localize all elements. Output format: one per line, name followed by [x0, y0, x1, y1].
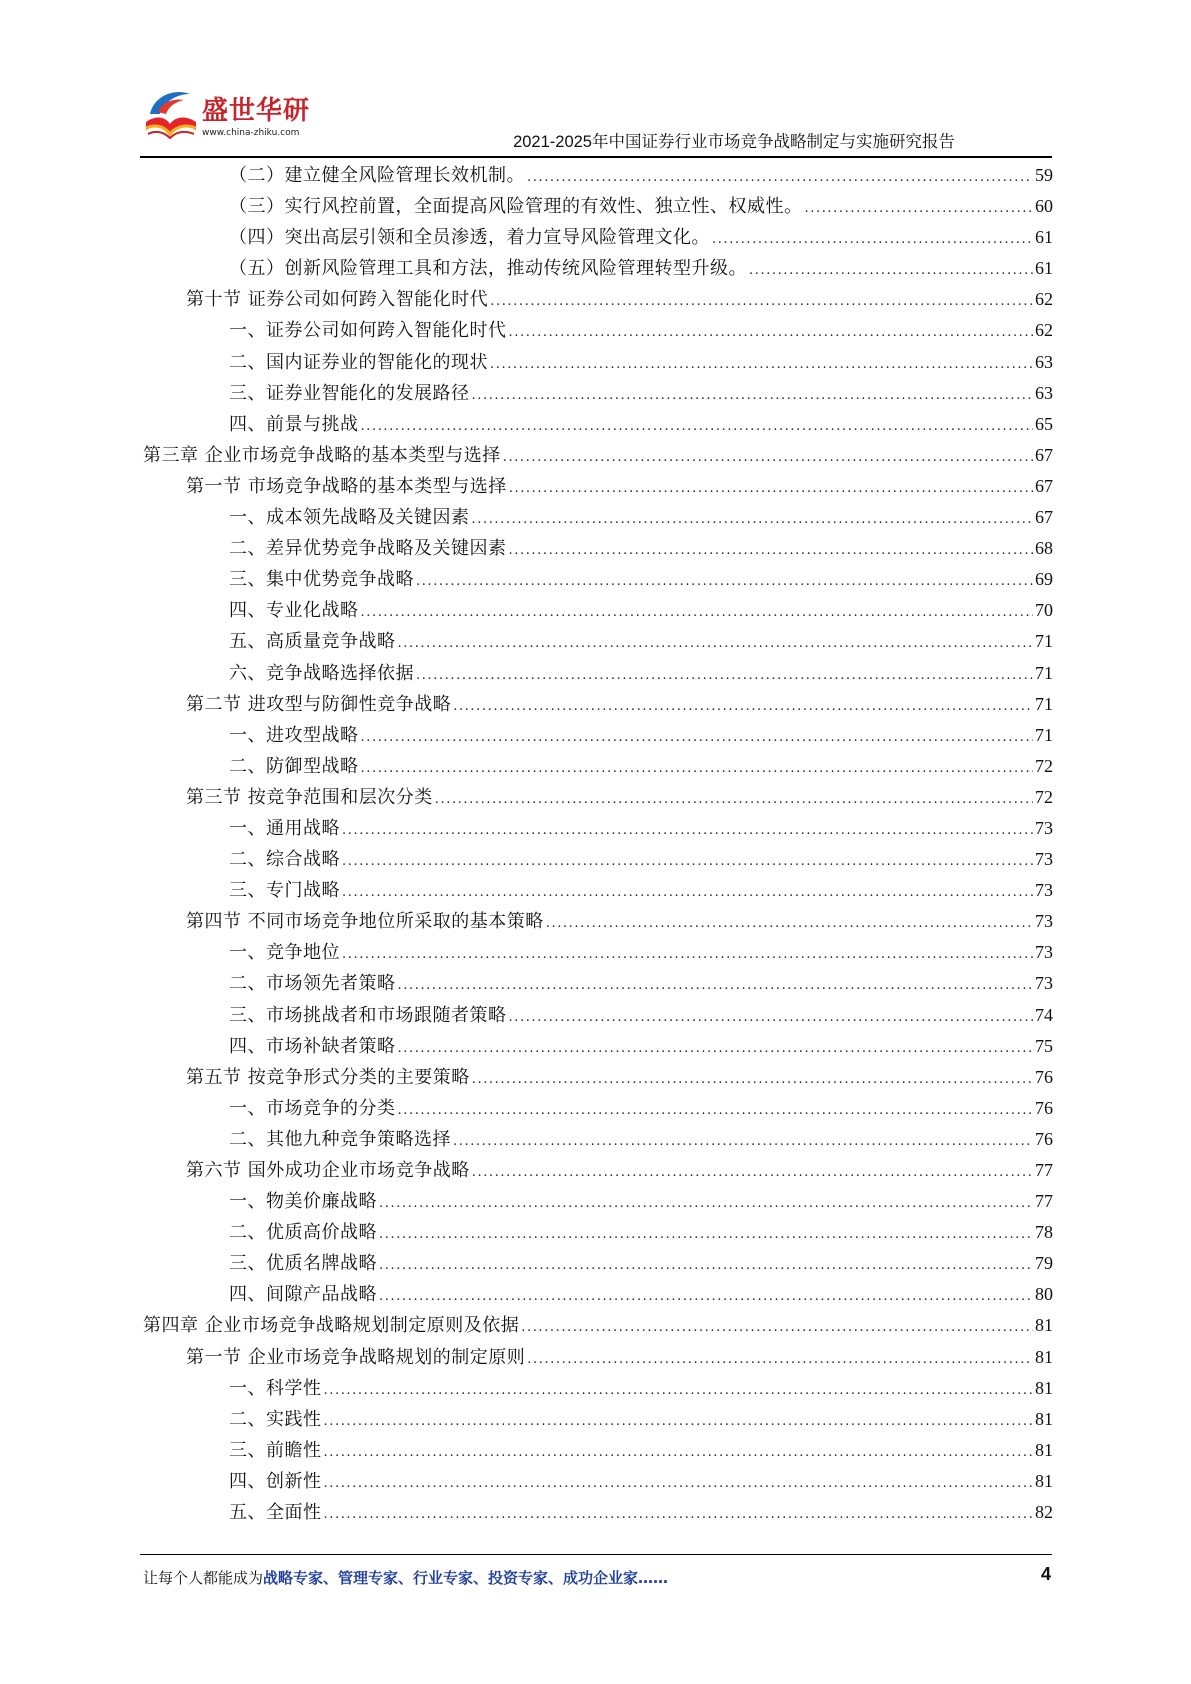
toc-entry[interactable] — [143, 502, 1053, 533]
toc-leader-dots — [361, 411, 1034, 442]
toc-leader-dots — [324, 1437, 1034, 1468]
toc-entry-page: 72 — [1035, 786, 1053, 807]
toc-entry-page: 76 — [1035, 1066, 1053, 1087]
toc-leader-dots — [472, 380, 1034, 411]
toc-entry-page: 67 — [1035, 507, 1053, 528]
toc-leader-dots — [749, 255, 1033, 286]
toc-entry[interactable] — [143, 160, 1053, 191]
toc-entry[interactable] — [143, 440, 1053, 471]
toc-entry-title: 六、竞争战略选择依据 — [229, 662, 414, 684]
toc-entry-page: 71 — [1035, 631, 1053, 652]
toc-entry-page: 71 — [1035, 693, 1053, 714]
toc-entry-page: 68 — [1035, 538, 1053, 559]
toc-leader-dots — [509, 317, 1034, 348]
toc-entry-page: 73 — [1035, 880, 1053, 901]
toc-leader-dots — [379, 1281, 1033, 1312]
toc-entry-page: 81 — [1035, 1470, 1053, 1491]
toc-entry-page: 74 — [1035, 1004, 1053, 1025]
toc-entry[interactable] — [143, 626, 1053, 657]
toc-leader-dots — [472, 1064, 1033, 1095]
toc-leader-dots — [490, 349, 1033, 380]
toc-entry-page: 73 — [1035, 911, 1053, 932]
toc-entry-title: 二、防御型战略 — [229, 755, 359, 777]
toc-leader-dots — [379, 1188, 1033, 1219]
toc-entry-page: 60 — [1035, 196, 1053, 217]
toc-leader-dots — [324, 1468, 1034, 1499]
logo-name: 盛世华研 — [202, 96, 311, 126]
toc-entry-page: 61 — [1035, 258, 1053, 279]
toc-leader-dots — [379, 1250, 1033, 1281]
toc-entry-title: 三、专门战略 — [229, 880, 340, 902]
toc-entry-title: 一、市场竞争的分类 — [229, 1097, 396, 1119]
toc-entry[interactable] — [143, 1155, 1053, 1186]
toc-entry[interactable] — [143, 1404, 1053, 1435]
toc-entry[interactable] — [143, 471, 1053, 502]
toc-entry-title: 四、市场补缺者策略 — [229, 1035, 396, 1057]
toc-entry-page: 67 — [1035, 475, 1053, 496]
toc-entry-title: （二）建立健全风险管理长效机制。 — [229, 165, 525, 186]
toc-entry[interactable] — [143, 1497, 1053, 1528]
toc-entry-page: 79 — [1035, 1253, 1053, 1274]
toc-leader-dots — [805, 193, 1034, 224]
toc-entry-title: 四、间隙产品战略 — [229, 1284, 377, 1306]
toc-entry-page: 63 — [1035, 351, 1053, 372]
toc-leader-dots — [342, 815, 1033, 846]
toc-entry[interactable] — [143, 315, 1053, 346]
toc-entry[interactable] — [143, 409, 1053, 440]
toc-entry-page: 62 — [1035, 289, 1053, 310]
toc-entry[interactable] — [143, 813, 1053, 844]
toc-entry-title: 第一节 企业市场竞争战略规划的制定原则 — [186, 1346, 526, 1368]
footer-divider — [140, 1554, 1052, 1555]
toc-leader-dots — [416, 566, 1033, 597]
toc-entry[interactable] — [143, 720, 1053, 751]
toc-entry-page: 63 — [1035, 382, 1053, 403]
toc-entry-title: 第四章 企业市场竞争战略规划制定原则及依据 — [143, 1315, 520, 1337]
toc-leader-dots — [342, 939, 1033, 970]
toc-entry-title: 一、进攻型战略 — [229, 724, 359, 746]
toc-entry-page: 73 — [1035, 973, 1053, 994]
toc-entry-title: 三、前瞻性 — [229, 1439, 322, 1461]
toc-entry-page: 70 — [1035, 600, 1053, 621]
toc-entry-page: 81 — [1035, 1408, 1053, 1429]
toc-entry-page: 76 — [1035, 1097, 1053, 1118]
toc-entry[interactable] — [143, 1062, 1053, 1093]
toc-entry-title: 五、高质量竞争战略 — [229, 631, 396, 653]
toc-entry-title: 三、优质名牌战略 — [229, 1253, 377, 1275]
toc-leader-dots — [398, 1033, 1034, 1064]
toc-entry-title: （四）突出高层引领和全员渗透，着力宣导风险管理文化。 — [229, 227, 710, 249]
toc-leader-dots — [324, 1375, 1034, 1406]
toc-entry-page: 71 — [1035, 662, 1053, 683]
toc-entry-page: 81 — [1035, 1315, 1053, 1336]
logo-book-icon — [140, 84, 202, 146]
toc-entry-page: 67 — [1035, 444, 1053, 465]
toc-entry-title: 一、物美价廉战略 — [229, 1191, 377, 1213]
toc-entry-page: 77 — [1035, 1191, 1053, 1212]
page-header — [0, 0, 1191, 162]
toc-entry-title: 第四节 不同市场竞争地位所采取的基本策略 — [186, 911, 544, 933]
toc-entry[interactable] — [143, 191, 1053, 222]
toc-entry-page: 81 — [1035, 1439, 1053, 1460]
toc-leader-dots — [398, 1095, 1034, 1126]
toc-entry-page: 73 — [1035, 849, 1053, 870]
footer-slogan-highlight: 战略专家、管理专家、行业专家、投资专家、成功企业家…… — [263, 1569, 669, 1587]
toc-entry-title: 第三章 企业市场竞争战略的基本类型与选择 — [143, 444, 501, 466]
toc-entry-page: 59 — [1035, 165, 1053, 185]
toc-leader-dots — [503, 442, 1033, 473]
toc-entry-page: 72 — [1035, 755, 1053, 776]
toc-entry[interactable] — [143, 1373, 1053, 1404]
toc-entry-title: 三、集中优势竞争战略 — [229, 569, 414, 591]
toc-leader-dots — [398, 970, 1034, 1001]
toc-entry-page: 61 — [1035, 227, 1053, 248]
toc-leader-dots — [453, 1126, 1033, 1157]
toc-entry[interactable] — [143, 1093, 1053, 1124]
toc-entry[interactable] — [143, 595, 1053, 626]
toc-entry[interactable] — [143, 347, 1053, 378]
company-logo — [140, 84, 310, 146]
toc-entry[interactable] — [143, 564, 1053, 595]
page-number: 4 — [1040, 1564, 1051, 1584]
toc-leader-dots — [546, 908, 1033, 939]
toc-entry-title: 三、市场挑战者和市场跟随者策略 — [229, 1004, 507, 1026]
toc-entry[interactable] — [143, 658, 1053, 689]
toc-leader-dots — [527, 1344, 1033, 1375]
toc-entry[interactable] — [143, 875, 1053, 906]
toc-entry[interactable] — [143, 1342, 1053, 1373]
toc-entry-page: 81 — [1035, 1346, 1053, 1367]
toc-entry[interactable] — [143, 1186, 1053, 1217]
table-of-contents — [143, 160, 1053, 1528]
toc-entry[interactable] — [143, 906, 1053, 937]
toc-entry-title: 二、优质高价战略 — [229, 1222, 377, 1244]
toc-entry[interactable] — [143, 533, 1053, 564]
toc-entry[interactable] — [143, 284, 1053, 315]
toc-entry[interactable] — [143, 1031, 1053, 1062]
toc-entry-page: 76 — [1035, 1128, 1053, 1149]
toc-leader-dots — [379, 1219, 1033, 1250]
toc-leader-dots — [416, 660, 1033, 691]
toc-entry-title: 第五节 按竞争形式分类的主要策略 — [186, 1066, 470, 1088]
toc-leader-dots — [361, 753, 1034, 784]
toc-entry-title: 四、专业化战略 — [229, 600, 359, 622]
footer-slogan — [143, 1567, 668, 1588]
logo-url: www.china-zhiku.com — [202, 128, 300, 138]
footer-slogan-lead: 让每个人都能成为 — [143, 1569, 264, 1587]
toc-entry-page: 78 — [1035, 1222, 1053, 1243]
toc-leader-dots — [472, 504, 1034, 535]
toc-entry-page: 65 — [1035, 413, 1053, 434]
toc-entry-title: 四、创新性 — [229, 1470, 322, 1492]
toc-entry[interactable] — [143, 937, 1053, 968]
toc-leader-dots — [361, 597, 1034, 628]
toc-entry-title: 五、全面性 — [229, 1502, 322, 1524]
toc-entry[interactable] — [143, 751, 1053, 782]
toc-entry-title: 一、科学性 — [229, 1377, 322, 1399]
toc-entry-title: 一、成本领先战略及关键因素 — [229, 507, 470, 529]
toc-leader-dots — [342, 877, 1033, 908]
toc-entry-page: 82 — [1035, 1502, 1053, 1523]
toc-entry[interactable] — [143, 782, 1053, 813]
toc-leader-dots — [527, 162, 1033, 193]
toc-leader-dots — [324, 1406, 1034, 1437]
header-divider — [140, 156, 1052, 158]
toc-entry[interactable] — [143, 1217, 1053, 1248]
toc-entry[interactable] — [143, 1279, 1053, 1310]
toc-entry-title: 第三节 按竞争范围和层次分类 — [186, 786, 433, 808]
toc-entry-page: 80 — [1035, 1284, 1053, 1305]
toc-leader-dots — [472, 1157, 1033, 1188]
toc-entry[interactable] — [143, 1248, 1053, 1279]
toc-leader-dots — [521, 1312, 1033, 1343]
toc-entry-title: 二、实践性 — [229, 1408, 322, 1430]
toc-entry-title: 四、前景与挑战 — [229, 413, 359, 435]
toc-entry-page: 73 — [1035, 942, 1053, 963]
toc-entry-page: 73 — [1035, 817, 1053, 838]
toc-entry[interactable] — [143, 378, 1053, 409]
toc-leader-dots — [490, 286, 1033, 317]
toc-entry[interactable] — [143, 1435, 1053, 1466]
toc-entry[interactable] — [143, 689, 1053, 720]
toc-leader-dots — [435, 784, 1033, 815]
toc-entry[interactable] — [143, 1466, 1053, 1497]
toc-entry-title: 一、证券公司如何跨入智能化时代 — [229, 320, 507, 342]
toc-entry-title: 二、差异优势竞争战略及关键因素 — [229, 538, 507, 560]
toc-leader-dots — [712, 224, 1033, 255]
toc-entry-title: 二、其他九种竞争策略选择 — [229, 1128, 451, 1150]
toc-entry-title: 一、竞争地位 — [229, 942, 340, 964]
toc-entry[interactable] — [143, 1000, 1053, 1031]
toc-entry-page: 62 — [1035, 320, 1053, 341]
toc-entry[interactable] — [143, 1124, 1053, 1155]
toc-entry-page: 77 — [1035, 1160, 1053, 1180]
toc-entry[interactable] — [143, 253, 1053, 284]
toc-leader-dots — [453, 691, 1033, 722]
toc-entry-title: 二、市场领先者策略 — [229, 973, 396, 995]
toc-leader-dots — [509, 1002, 1034, 1033]
toc-entry-title: 第一节 市场竞争战略的基本类型与选择 — [186, 475, 507, 497]
toc-entry[interactable] — [143, 844, 1053, 875]
toc-entry-page: 75 — [1035, 1035, 1053, 1056]
toc-entry-title: 一、通用战略 — [229, 817, 340, 839]
toc-entry-title: 第六节 国外成功企业市场竞争战略 — [186, 1160, 470, 1181]
toc-entry-page: 81 — [1035, 1377, 1053, 1398]
toc-leader-dots — [398, 628, 1034, 659]
toc-entry[interactable] — [143, 968, 1053, 999]
toc-leader-dots — [324, 1499, 1034, 1530]
toc-leader-dots — [509, 473, 1033, 504]
toc-entry-title: （三）实行风控前置，全面提高风险管理的有效性、独立性、权威性。 — [229, 196, 803, 218]
toc-entry-title: 二、综合战略 — [229, 849, 340, 871]
toc-entry-title: 二、国内证券业的智能化的现状 — [229, 351, 488, 373]
toc-entry-page: 71 — [1035, 724, 1053, 745]
toc-leader-dots — [509, 535, 1034, 566]
report-title: 2021-2025年中国证券行业市场竞争战略制定与实施研究报告 — [513, 133, 955, 151]
toc-leader-dots — [361, 722, 1034, 753]
toc-entry-title: （五）创新风险管理工具和方法，推动传统风险管理转型升级。 — [229, 258, 747, 280]
toc-entry-title: 第十节 证券公司如何跨入智能化时代 — [186, 289, 489, 311]
toc-entry[interactable] — [143, 1310, 1053, 1341]
toc-leader-dots — [342, 846, 1033, 877]
toc-entry-page: 69 — [1035, 569, 1053, 590]
toc-entry-title: 第二节 进攻型与防御性竞争战略 — [186, 693, 452, 715]
toc-entry[interactable] — [143, 222, 1053, 253]
toc-entry-title: 三、证券业智能化的发展路径 — [229, 382, 470, 404]
